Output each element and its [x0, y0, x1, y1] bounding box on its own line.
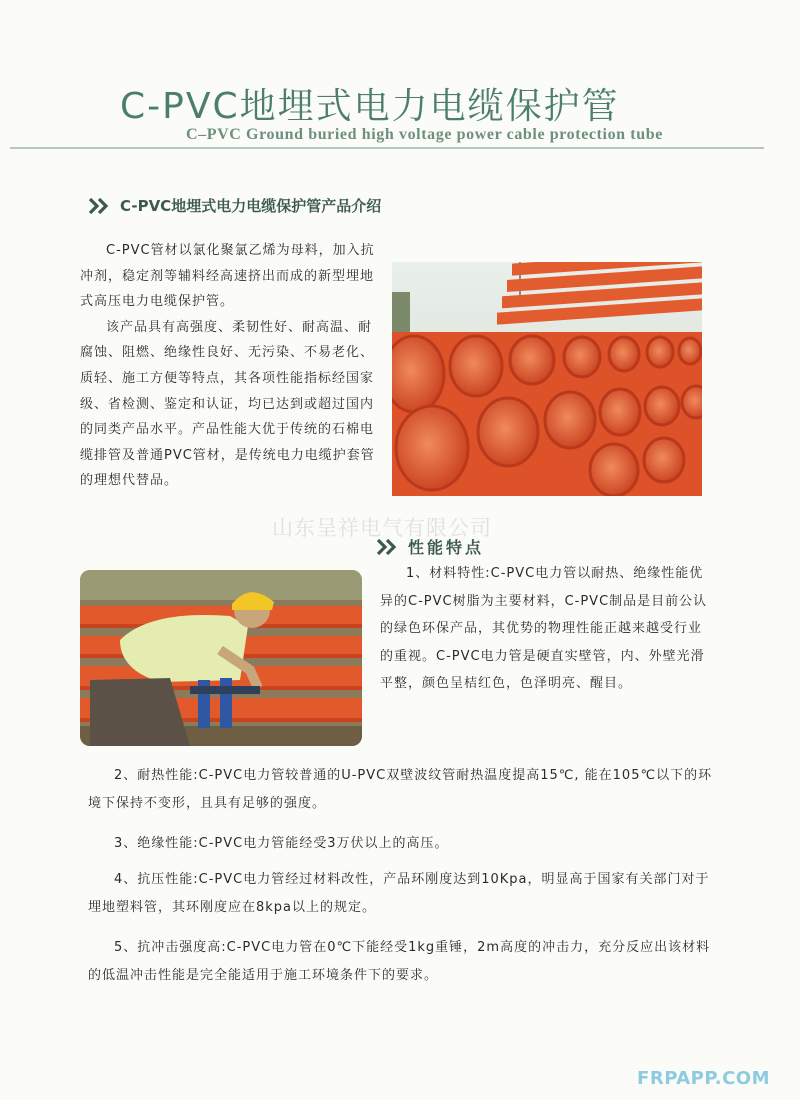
feature-item-3: 3、绝缘性能:C-PVC电力管能经受3万伏以上的高压。: [114, 836, 449, 851]
features-heading-text: 性能特点: [408, 538, 485, 557]
intro-heading-text: C-PVC地埋式电力电缆保护管产品介绍: [120, 197, 382, 215]
page-subtitle-en: C–PVC Ground buried high voltage power cable protection tube: [186, 126, 663, 143]
feature-item-2: 2、耐热性能:C-PVC电力管较普通的U-PVC双壁波纹管耐热温度提高15℃, 能在105℃以下的环境下保持不变形，且具有足够的强度。: [88, 768, 713, 811]
page-title: C-PVC地埋式电力电缆保护管: [120, 86, 620, 127]
title-divider: [10, 147, 764, 149]
intro-heading: [88, 195, 381, 216]
features-heading: [376, 535, 484, 558]
intro-paragraph-1: C-PVC管材以氯化聚氯乙烯为母料，加入抗冲剂，稳定剂等辅料经高速挤出而成的新型埋地式高压电力电缆保护管。: [80, 243, 375, 310]
feature-item-4: 4、抗压性能:C-PVC电力管经过材料改性，产品环刚度达到10Kpa，明显高于国家有关部门对于埋地塑料管，其环刚度应在8kpa以上的规定。: [88, 872, 710, 915]
worker-installing-pipe-photo: [80, 570, 362, 746]
feature-item-1: 1、材料特性:C-PVC电力管以耐热、绝缘性能优异的C-PVC树脂为主要材料，C-PVC制品是目前公认的绿色环保产品，其优势的物理性能正越来越受行业的重视。C-PVC电力管是硬直实壁管，内、外壁光滑平整，颜色呈桔红色，色泽明亮、醒目。: [380, 566, 708, 692]
double-chevron-icon: [88, 197, 112, 215]
intro-text: [80, 238, 380, 494]
intro-paragraph-2: 该产品具有高强度、柔韧性好、耐高温、耐腐蚀、阻燃、绝缘性良好、无污染、不易老化、质轻、施工方便等特点，其各项性能指标经国家级、省检测、鉴定和认证，均已达到或超过国内的同类产品水平。产品性能大优于传统的石棉电缆排管及普通PVC管材，是传统电力电缆护套管的理想代替品。: [80, 319, 375, 489]
feature-item-5: 5、抗冲击强度高:C-PVC电力管在0℃下能经受1kg重锤，2m高度的冲击力，充分反应出该材料的低温冲击性能是完全能适用于施工环境条件下的要求。: [88, 940, 711, 983]
double-chevron-icon: [376, 538, 400, 556]
stacked-pipes-photo: [392, 262, 702, 496]
company-watermark: 山东呈祥电气有限公司: [272, 516, 492, 540]
footer-site-logo: FRPAPP.COM: [637, 1068, 770, 1089]
